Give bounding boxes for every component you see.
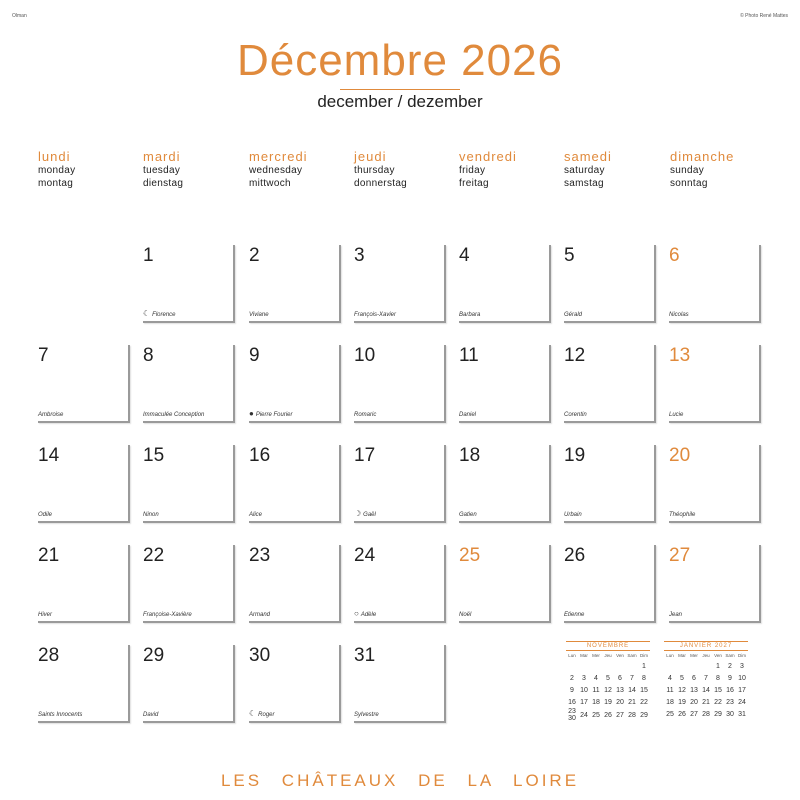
day-number: 25	[459, 545, 481, 566]
saint-name	[459, 412, 476, 418]
saint-label: Barbara	[459, 312, 481, 318]
mini-day	[626, 660, 638, 672]
weekday-de: samstag	[564, 178, 604, 189]
day-cell	[354, 545, 446, 623]
day-cell	[354, 445, 446, 523]
mini-day: 27	[616, 711, 624, 719]
day-number: 28	[38, 645, 60, 666]
mini-day: 3	[582, 674, 586, 682]
mini-day: 16	[726, 686, 734, 694]
day-number: 13	[669, 345, 691, 366]
saint-name	[354, 412, 376, 418]
mini-day: 5	[680, 674, 684, 682]
saint-label: Gaël	[363, 512, 376, 518]
mini-calendar-november	[566, 641, 650, 722]
saint-label: Adèle	[360, 612, 377, 618]
saint-label: Noël	[459, 612, 472, 618]
mini-day: 22	[640, 698, 648, 706]
mini-day	[664, 660, 676, 672]
mini-day	[566, 660, 578, 672]
saint-name	[354, 609, 376, 618]
mini-day: 6	[618, 674, 622, 682]
mini-weekday: Lun	[666, 653, 674, 658]
day-cell	[354, 645, 446, 723]
saint-label: François-Xavier	[354, 312, 397, 318]
day-number: 8	[143, 345, 154, 366]
mini-day: 24	[580, 711, 588, 719]
saint-name	[564, 412, 587, 418]
saint-label: Viviane	[249, 312, 269, 318]
saint-name	[38, 712, 82, 718]
mini-day: 6	[692, 674, 696, 682]
saint-name	[249, 409, 293, 418]
mini-day: 3	[740, 662, 744, 670]
saint-label: Armand	[249, 612, 271, 618]
day-number: 22	[143, 545, 165, 566]
mini-day: 5	[606, 674, 610, 682]
mini-day: 7	[704, 674, 708, 682]
day-number: 1	[143, 245, 154, 266]
weekday-en: friday	[459, 165, 486, 176]
mini-day: 8	[642, 674, 646, 682]
weekday-fr: dimanche	[670, 149, 735, 164]
mini-day: 4	[594, 674, 598, 682]
mini-weekday: Lun	[568, 653, 576, 658]
mini-day: 10	[738, 674, 746, 682]
day-cell	[564, 545, 656, 623]
day-number: 30	[249, 645, 271, 666]
footer-title: LES CHÂTEAUX DE LA LOIRE	[220, 771, 580, 790]
day-number: 4	[459, 245, 470, 266]
weekday-fr: vendredi	[459, 149, 517, 164]
day-number: 31	[354, 645, 376, 666]
weekday-fr: lundi	[38, 149, 71, 164]
mini-day: 25	[592, 711, 600, 719]
weekday-de: donnerstag	[354, 178, 408, 189]
mini-day: 8	[716, 674, 720, 682]
mini-day: 24	[738, 698, 746, 706]
saint-name	[564, 312, 582, 318]
mini-day: 15	[640, 686, 648, 694]
mini-day: 26	[678, 710, 686, 718]
mini-day: 23	[726, 698, 734, 706]
mini-day: 21	[628, 698, 636, 706]
mini-day: 12	[604, 686, 612, 694]
saint-name	[564, 612, 584, 618]
day-number: 2	[249, 245, 260, 266]
weekday-de: mittwoch	[249, 178, 291, 189]
day-cell	[459, 345, 551, 423]
day-cell	[38, 445, 130, 523]
mini-day	[578, 660, 590, 672]
mini-weekday: Dim	[640, 653, 648, 658]
day-cell	[564, 445, 656, 523]
day-number: 24	[354, 545, 376, 566]
mini-day: 10	[580, 686, 588, 694]
saint-label: Etienne	[564, 612, 585, 618]
saint-label: Jean	[669, 612, 683, 618]
mini-calendar-january	[664, 641, 748, 720]
mini-day: 28	[628, 711, 636, 719]
mini-day: 18	[666, 698, 674, 706]
day-cell	[143, 445, 235, 523]
saint-label: Pierre Fourier	[255, 412, 293, 418]
day-cell	[459, 545, 551, 623]
weekday-de: montag	[38, 178, 74, 189]
day-cell	[143, 545, 235, 623]
saint-name	[249, 512, 262, 518]
saint-name	[669, 612, 682, 618]
mini-day: 22	[714, 698, 722, 706]
mini-calendar-title: JANVIER 2027	[664, 641, 748, 651]
saint-label: David	[143, 712, 159, 718]
saint-label: Ambroise	[38, 412, 64, 418]
mini-calendar-title: NOVEMBRE	[566, 641, 650, 651]
saint-name	[38, 612, 52, 618]
mini-weekday: Mer	[592, 653, 600, 658]
weekday-fr: mercredi	[249, 149, 308, 164]
mini-day: 29	[640, 711, 648, 719]
day-cell	[459, 245, 551, 323]
mini-weekday: Mar	[580, 653, 588, 658]
saint-name	[669, 412, 683, 418]
mini-day	[614, 660, 626, 672]
saint-label: Hiver	[38, 612, 53, 618]
saint-label: Ninon	[143, 512, 159, 518]
mini-day	[676, 660, 688, 672]
mini-day: 28	[702, 710, 710, 718]
day-cell	[249, 345, 341, 423]
mini-calendar-table	[566, 651, 650, 722]
weekday-en: sunday	[670, 165, 705, 176]
mini-day: 14	[628, 686, 636, 694]
mini-day: 31	[738, 710, 746, 718]
day-number: 18	[459, 445, 481, 466]
mini-day: 14	[702, 686, 710, 694]
saint-label: Daniel	[459, 412, 477, 418]
day-number: 7	[38, 345, 49, 366]
saint-name	[249, 612, 270, 618]
weekday-de: sonntag	[670, 178, 708, 189]
saint-name	[459, 512, 477, 518]
mini-day: 19	[678, 698, 686, 706]
saint-label: Corentin	[564, 412, 587, 418]
day-number: 21	[38, 545, 60, 566]
weekday-en: saturday	[564, 165, 605, 176]
day-number: 16	[249, 445, 271, 466]
day-number: 6	[669, 245, 680, 266]
mini-weekday: Ven	[616, 653, 624, 658]
saint-name	[354, 712, 379, 718]
mini-day: 2	[728, 662, 732, 670]
saint-label: Gérald	[564, 312, 583, 318]
day-cell	[459, 445, 551, 523]
day-cell	[249, 545, 341, 623]
weekday-fr: jeudi	[354, 149, 387, 164]
month-subtitle: december / dezember	[317, 92, 483, 111]
moon-phase-icon: ☽	[354, 509, 362, 518]
mini-day: 16	[568, 698, 576, 706]
saint-name	[38, 412, 63, 418]
day-cell	[249, 445, 341, 523]
mini-day: 19	[604, 698, 612, 706]
mini-day: 11	[666, 686, 674, 694]
day-cell	[564, 245, 656, 323]
mini-day: 13	[616, 686, 624, 694]
mini-day: 30	[726, 710, 734, 718]
day-number: 20	[669, 445, 691, 466]
day-number: 11	[459, 345, 479, 366]
mini-day: 11	[592, 686, 600, 694]
mini-weekday: Jeu	[604, 653, 612, 658]
day-cell	[669, 345, 761, 423]
saint-label: Urbain	[564, 512, 582, 518]
weekday-de: freitag	[459, 178, 489, 189]
mini-day: 27	[690, 710, 698, 718]
saint-name	[354, 509, 376, 518]
mini-weekday: Jeu	[702, 653, 710, 658]
mini-day: 4	[668, 674, 672, 682]
saint-name	[669, 312, 689, 318]
mini-day: 20	[616, 698, 624, 706]
saint-label: Alice	[249, 512, 263, 518]
day-cell	[38, 645, 130, 723]
day-cell	[38, 345, 130, 423]
weekday-en: thursday	[354, 165, 395, 176]
mini-day: 13	[690, 686, 698, 694]
day-number: 5	[564, 245, 575, 266]
day-cell	[669, 445, 761, 523]
mini-day: 9	[728, 674, 732, 682]
weekday-en: tuesday	[143, 165, 181, 176]
mini-weekday: Mar	[678, 653, 686, 658]
mini-day: 7	[630, 674, 634, 682]
saint-label: Odile	[38, 512, 53, 518]
day-cell	[38, 545, 130, 623]
month-title: Décembre 2026	[236, 36, 564, 85]
day-cell	[669, 545, 761, 623]
moon-phase-icon: ☾	[249, 709, 257, 718]
saint-label: Nicolas	[669, 312, 689, 318]
saint-name	[143, 612, 192, 618]
saint-label: Saints Innocents	[38, 712, 83, 718]
saint-name	[459, 612, 471, 618]
saint-label: Romaric	[354, 412, 377, 418]
mini-day: 18	[592, 698, 600, 706]
saint-name	[143, 309, 176, 318]
day-number: 26	[564, 545, 586, 566]
day-cell	[564, 345, 656, 423]
saint-label: Lucie	[669, 412, 684, 418]
day-number: 10	[354, 345, 376, 366]
mini-day: 1	[716, 662, 720, 670]
day-cell	[354, 345, 446, 423]
weekday-fr: mardi	[143, 149, 181, 164]
day-number: 27	[669, 545, 691, 566]
saint-name	[38, 512, 52, 518]
mini-day: 20	[690, 698, 698, 706]
saint-label: Florence	[152, 312, 176, 318]
saint-name	[143, 512, 159, 518]
day-number: 9	[249, 345, 260, 366]
day-number: 3	[354, 245, 365, 266]
day-number: 15	[143, 445, 165, 466]
corner-credit-left: Olman	[12, 13, 27, 19]
mini-day: 12	[678, 686, 686, 694]
mini-day: 17	[580, 698, 588, 706]
mini-weekday: Mer	[690, 653, 698, 658]
mini-day: 1	[642, 662, 646, 670]
day-number: 12	[564, 345, 586, 366]
day-cell	[249, 645, 341, 723]
day-cell	[354, 245, 446, 323]
mini-day	[700, 660, 712, 672]
weekday-en: wednesday	[249, 165, 303, 176]
mini-day: 2	[570, 674, 574, 682]
saint-label: Roger	[258, 712, 275, 718]
mini-day: 21	[702, 698, 710, 706]
saint-name	[354, 312, 396, 318]
mini-day: 29	[714, 710, 722, 718]
day-number: 29	[143, 645, 165, 666]
day-number: 19	[564, 445, 586, 466]
mini-day: 9	[570, 686, 574, 694]
weekday-de: dienstag	[143, 178, 184, 189]
mini-calendar-table	[664, 651, 748, 720]
mini-day: 15	[714, 686, 722, 694]
saint-name	[249, 312, 269, 318]
mini-day: 23 30	[568, 708, 576, 722]
mini-day: 26	[604, 711, 612, 719]
saint-name	[143, 412, 204, 418]
mini-day	[688, 660, 700, 672]
moon-phase-icon: ○	[354, 609, 359, 618]
saint-name	[459, 312, 480, 318]
saint-name	[249, 709, 275, 718]
day-number: 17	[354, 445, 376, 466]
mini-day: 17	[738, 686, 746, 694]
saint-label: Théophile	[669, 512, 696, 518]
moon-phase-icon: ☾	[143, 309, 151, 318]
mini-weekday: Sam	[725, 653, 735, 658]
saint-name	[143, 712, 158, 718]
moon-phase-icon: ●	[249, 409, 254, 418]
mini-weekday: Dim	[738, 653, 746, 658]
day-cell	[143, 645, 235, 723]
weekday-fr: samedi	[564, 149, 612, 164]
photo-credit: © Photo René Mattes	[740, 13, 788, 19]
mini-weekday: Ven	[714, 653, 722, 658]
saint-label: Gatien	[459, 512, 477, 518]
saint-label: Françoise-Xavière	[143, 612, 192, 618]
weekday-en: monday	[38, 165, 76, 176]
day-cell	[249, 245, 341, 323]
mini-day	[590, 660, 602, 672]
saint-name	[669, 512, 695, 518]
saint-name	[564, 512, 582, 518]
day-cell	[669, 245, 761, 323]
mini-day	[602, 660, 614, 672]
saint-label: Immaculée Conception	[143, 412, 205, 418]
saint-label: Sylvestre	[354, 712, 379, 718]
day-cell	[143, 245, 235, 323]
day-number: 14	[38, 445, 60, 466]
day-cell	[143, 345, 235, 423]
mini-weekday: Sam	[627, 653, 637, 658]
mini-day: 25	[666, 710, 674, 718]
day-number: 23	[249, 545, 271, 566]
